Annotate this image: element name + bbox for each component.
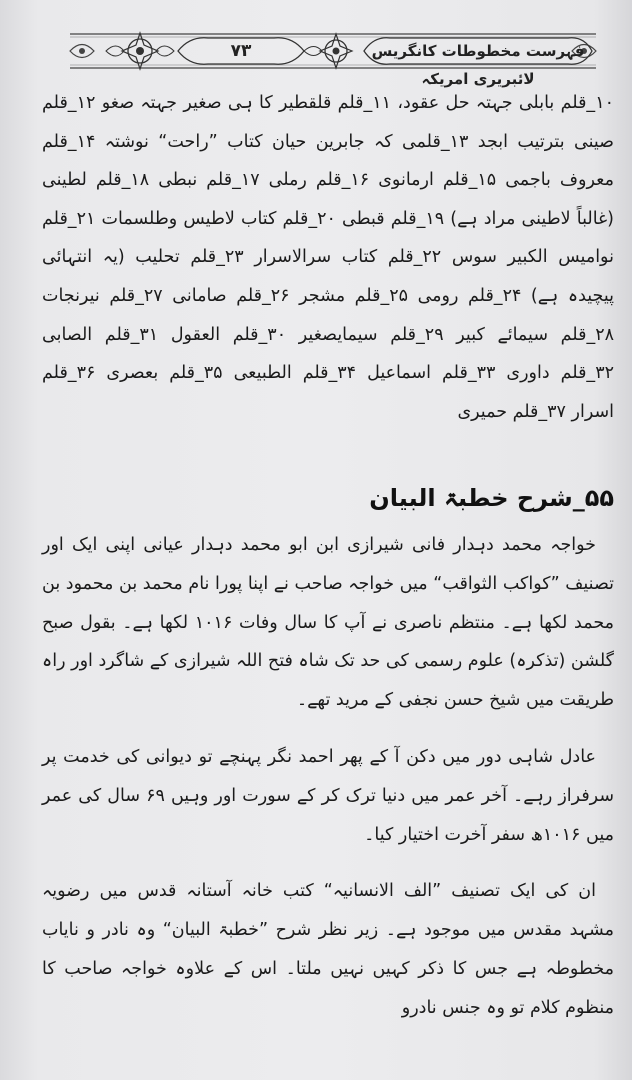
section-body: [42, 526, 614, 1046]
career-paragraph: عادل شاہی دور میں دکن آ کے پھر احمد نگر پہنچے تو دیوانی کی خدمت پر سرفراز رہے۔ آخر عمر میں دنیا ترک کر کے سورت اور وہیں ۶۹ سال کی عمر میں ۱۰۱۶ھ سفر آخرت اختیار کیا۔: [42, 746, 615, 845]
script-list-block: [42, 84, 614, 470]
middle-rosette-ornament: [304, 34, 352, 68]
running-header-title: فہرست مخطوطات کانگریس لائبریری امریکہ: [371, 42, 585, 88]
script-list-paragraph: ۱۰_قلم بابلی جہتہ حل عقود، ۱۱_قلم قلقطیر کا ہی صغیر جہتہ صغو ۱۲_قلم صینی بترتیب ابجد ۱۳_قلمی کہ جابرین حیان کتاب ”راحت“ نوشتہ ۱۴_قلم معروف باجمی ۱۵_قلم ارمانوی ۱۶_قلم رملی ۱۷_قلم نبطی ۱۸_قلم لطینی (غالباً لاطینی مراد ہے) ۱۹_قلم قبطی ۲۰_قلم کتاب لاطیس وطلسمات ۲۱_قلم نوامیس الکبیر سوس ۲۲_قلم کتاب سرالاسرار ۲۳_قلم تحلیب (یہ انتہائی پیچیدہ ہے) ۲۴_قلم رومی ۲۵_قلم مشجر ۲۶_قلم صامانی ۲۷_قلم نیرنجات ۲۸_قلم سیمائے کبیر ۲۹_قلم سیمایصغیر ۳۰_قلم العقول ۳۱_قلم الصابی ۳۲_قلم داوری ۳۳_قلم اسماعیل ۳۴_قلم الطبیعی ۳۵_قلم بعصری ۳۶_قلم اسرار ۳۷_قلم حمیری: [42, 93, 614, 422]
page-header: [68, 28, 598, 88]
biography-paragraph: خواجہ محمد دہدار فانی شیرازی ابن ابو محمد دہدار عیانی اپنی ایک اور تصنیف ”کواکب الثواقب“ میں خواجہ صاحب نے اپنا پورا نام محمد بن محمود بن محمد لکھا ہے۔ منتظم ناصری نے آپ کا سال وفات ۱۰۱۶ لکھا ہے۔ بقول صبح گلشن (تذکرہ) علوم رسمی کی حد تک شاہ فتح اللہ شیرازی کے شاگرد اور راہ طریقت میں شیخ حسن نجفی کے مرید تھے۔: [41, 535, 614, 711]
left-rosette-ornament: [106, 33, 174, 69]
page-number: ۷۳: [230, 41, 252, 61]
works-paragraph: ان کی ایک تصنیف ”الف الانسانیہ“ کتب خانہ آستانہ قدس میں رضویہ مشہد مقدس میں موجود ہے۔ زیر نظر شرح ”خطبۃ البیان“ وہ نادر و نایاب مخطوطہ ہے جس کا ذکر کہیں نہیں ملتا۔ اس کے علاوہ خواجہ صاحب کا منظوم کلام تو وہ جنس نادرو: [42, 881, 614, 1018]
section-heading: ۵۵_شرح خطبۃ البیان: [369, 484, 614, 512]
